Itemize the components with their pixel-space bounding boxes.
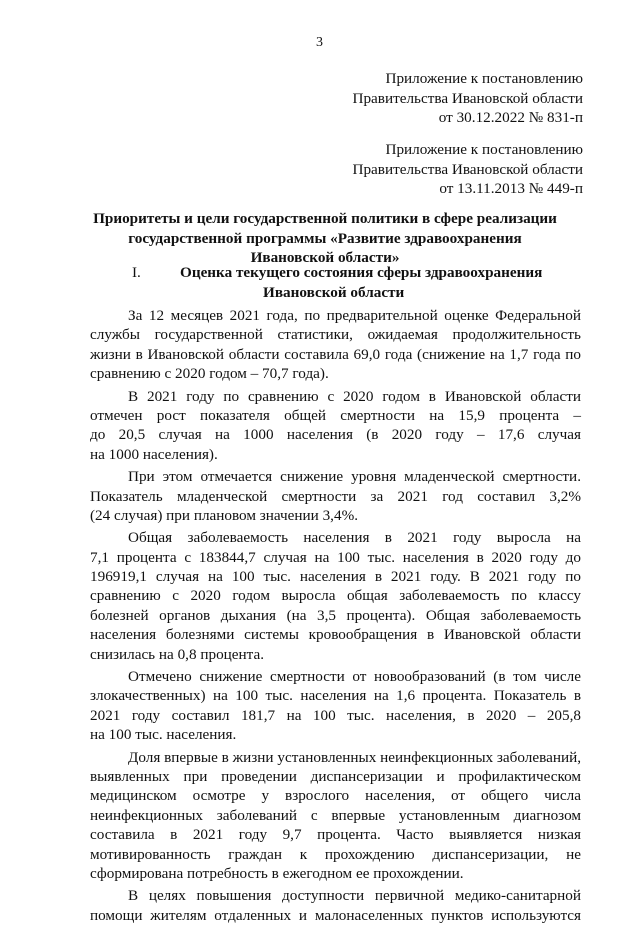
paragraph-line: сравнению с 2020 годом – 70,7 года).	[90, 365, 329, 383]
paragraph	[90, 667, 581, 745]
appendix-line: Правительства Ивановской области	[352, 160, 583, 178]
paragraph-line: Отмечено снижение смертности от новообразований (в том числе	[128, 668, 581, 686]
appendix-line: Правительства Ивановской области	[352, 89, 583, 107]
page-number: 3	[316, 35, 323, 50]
section-title-line: Оценка текущего состояния сферы здравоохранения	[180, 264, 543, 281]
appendix-line: Приложение к постановлению	[385, 70, 583, 87]
paragraph-line: За 12 месяцев 2021 года, по предварительной оценке Федеральной	[128, 307, 581, 324]
paragraph-line: При этом отмечается снижение уровня младенческой смертности.	[128, 468, 581, 486]
paragraph-line: Показатель младенческой смертности за 2021 год составил 3,2%	[90, 487, 581, 505]
paragraph-line: Общая заболеваемость населения в 2021 году выросла на	[128, 529, 581, 547]
paragraph	[90, 528, 581, 664]
paragraph-line: (24 случая) при плановом значении 3,4%.	[90, 506, 359, 524]
appendix-line: от 30.12.2022 № 831-п	[438, 109, 583, 126]
paragraph	[90, 748, 581, 884]
paragraph-line: до 20,5 случая на 1000 населения (в 2020 году – 17,6 случая	[90, 426, 581, 444]
paragraph-line: сформирована потребность в ежегодном ее прохождении.	[90, 864, 464, 882]
title-line: государственной программы «Развитие здравоохранения	[128, 229, 522, 247]
appendix-line: от 13.11.2013 № 449-п	[439, 180, 583, 197]
paragraph-line: неинфекционных заболеваний с впервые установленным диагнозом	[90, 806, 581, 824]
section-title-line: Ивановской области	[263, 283, 405, 301]
paragraph-line: В 2021 году по сравнению с 2020 годом в Ивановской области	[128, 387, 581, 405]
title-line: Приоритеты и цели государственной политики в сфере реализации	[93, 210, 557, 227]
paragraph-line: составила в 2021 году 9,7 процента. Часто выявляется низкая	[90, 826, 581, 844]
paragraph-line: населения болезнями системы кровообращения в Ивановской области	[90, 626, 581, 644]
paragraph-line: отмечен рост показателя общей смертности на 15,9 процента –	[90, 406, 581, 424]
appendix-reference-current	[283, 69, 583, 128]
paragraph	[90, 467, 581, 525]
paragraph	[90, 387, 581, 465]
section-number: I.	[132, 264, 141, 281]
appendix-line: Приложение к постановлению	[385, 141, 583, 158]
paragraph-line: службы государственной статистики, ожидаемая продолжительность	[90, 326, 581, 344]
paragraph-line: медицинском осмотре у взрослого населения, от общего числа	[90, 787, 581, 805]
paragraph-line: злокачественных) на 100 тыс. населения на 1,6 процента. Показатель в	[90, 687, 581, 705]
paragraph-line: Доля впервые в жизни установленных неинфекционных заболеваний,	[128, 748, 581, 766]
paragraph-line: на 100 тыс. населения.	[90, 726, 237, 744]
paragraph-line: 196919,1 случая на 100 тыс. населения в 2021 году. В 2021 году по	[90, 568, 581, 586]
document-title	[70, 209, 580, 268]
paragraph-line: болезней органов дыхания (на 3,5 процента). Общая заболеваемость	[90, 606, 581, 624]
paragraph-line: мотивированность граждан к прохождению диспансеризации, не	[90, 845, 581, 863]
paragraph-line: на 1000 населения).	[90, 445, 218, 463]
paragraph	[90, 886, 581, 925]
paragraph-line: помощи жителям отдаленных и малонаселенных пунктов используются	[90, 906, 581, 924]
paragraph-line: снизилась на 0,8 процента.	[90, 645, 265, 663]
paragraph-line: сравнению с 2020 годом выросла общая заболеваемость по классу	[90, 587, 581, 605]
paragraph-line: 2021 году составил 181,7 на 100 тыс. населения, в 2020 – 205,8	[90, 706, 581, 724]
paragraph-line: 7,1 процента с 183844,7 случая на 100 тыс. населения в 2020 году до	[90, 548, 581, 566]
paragraph-line: жизни в Ивановской области составила 69,0 года (снижение на 1,7 года по	[90, 345, 581, 363]
title-line: Ивановской области»	[250, 249, 400, 266]
body-text	[90, 306, 581, 928]
paragraph-line: выявленных при проведении диспансеризации и профилактическом	[90, 767, 581, 785]
paragraph	[90, 306, 581, 384]
paragraph-line: В целях повышения доступности первичной медико-санитарной	[128, 887, 581, 905]
appendix-reference-original	[283, 140, 583, 199]
